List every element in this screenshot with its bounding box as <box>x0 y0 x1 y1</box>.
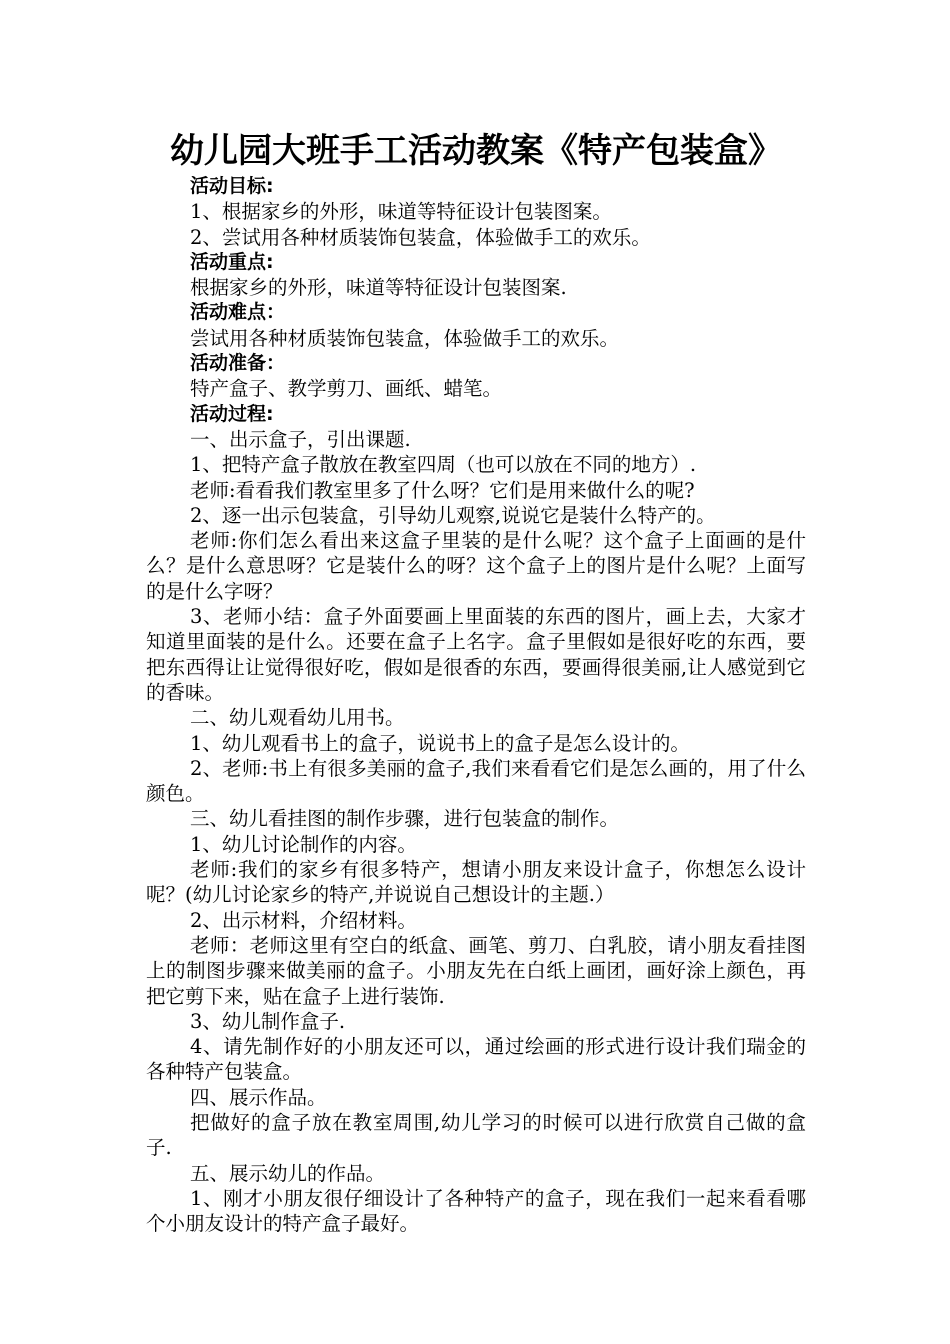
paragraph: 老师:看看我们教室里多了什么呀？它们是用来做什么的呢? <box>190 478 695 502</box>
paragraph: 2、出示材料，介绍材料。 <box>190 908 417 932</box>
paragraph: 4、请先制作好的小朋友还可以，通过绘画的形式进行设计我们瑞金的各种特产包装盒。 <box>146 1035 806 1084</box>
paragraph: 2、逐一出示包装盒，引导幼儿观察,说说它是装什么特产的。 <box>190 503 716 527</box>
paragraph: 特产盒子、教学剪刀、画纸、蜡笔。 <box>190 377 503 401</box>
paragraph: 三、幼儿看挂图的制作步骤，进行包装盒的制作。 <box>190 807 620 831</box>
paragraph: 2、尝试用各种材质装饰包装盒，体验做手工的欢乐。 <box>190 225 651 249</box>
paragraph: 一、出示盒子，引出课题. <box>190 427 411 451</box>
paragraph: 1、把特产盒子散放在教室四周（也可以放在不同的地方）. <box>190 453 697 477</box>
paragraph: 五、展示幼儿的作品。 <box>190 1161 386 1185</box>
document-body <box>146 174 806 1236</box>
paragraph: 老师：老师这里有空白的纸盒、画笔、剪刀、白乳胶，请小朋友看挂图上的制图步骤来做美丽的盒子。小朋友先在白纸上画团，画好涂上颜色，再把它剪下来，贴在盒子上进行装饰. <box>146 933 806 1008</box>
section-heading: 活动准备： <box>190 352 286 375</box>
section-heading: 活动目标: <box>190 175 274 197</box>
paragraph: 1、刚才小朋友很仔细设计了各种特产的盒子，现在我们一起来看看哪个小朋友设计的特产盒子最好。 <box>146 1186 806 1236</box>
paragraph: 3、老师小结：盒子外面要画上里面装的东西的图片，画上去，大家才知道里面装的是什么。还要在盒子上名字。盒子里假如是很好吃的东西，要把东西得让让觉得很好吃，假如是很香的东西，要画得很美丽,让人感觉到它的香味。 <box>146 605 806 704</box>
section-heading: 活动重点: <box>190 250 274 273</box>
paragraph: 根据家乡的外形，味道等特征设计包装图案. <box>190 276 567 300</box>
paragraph: 2、老师:书上有很多美丽的盒子,我们来看看它们是怎么画的，用了什么颜色。 <box>146 756 806 806</box>
document-title: 幼儿园大班手工活动教案《特产包装盒》 <box>170 131 782 171</box>
paragraph: 二、幼儿观看幼儿用书。 <box>190 706 405 730</box>
section-heading: 活动难点： <box>190 301 286 324</box>
section-heading: 活动过程: <box>190 402 274 425</box>
document-page <box>146 128 806 1236</box>
paragraph: 1、幼儿观看书上的盒子，说说书上的盒子是怎么设计的。 <box>190 731 690 755</box>
paragraph: 尝试用各种材质装饰包装盒，体验做手工的欢乐。 <box>190 326 620 350</box>
paragraph: 1、根据家乡的外形，味道等特征设计包装图案。 <box>190 200 612 224</box>
paragraph: 老师:你们怎么看出来这盒子里装的是什么呢？这个盒子上面画的是什么？是什么意思呀？它是装什么的呀？这个盒子上的图片是什么呢？上面写的是什么字呀？ <box>146 529 806 603</box>
paragraph: 四、展示作品。 <box>190 1085 327 1109</box>
paragraph: 把做好的盒子放在教室周围,幼儿学习的时候可以进行欣赏自己做的盒子. <box>146 1110 806 1160</box>
paragraph: 1、幼儿讨论制作的内容。 <box>190 832 417 856</box>
paragraph: 3、幼儿制作盒子. <box>190 1009 346 1033</box>
paragraph: 老师:我们的家乡有很多特产，想请小朋友来设计盒子，你想怎么设计呢？(幼儿讨论家乡的特产,并说说自己想设计的主题.） <box>146 858 806 907</box>
